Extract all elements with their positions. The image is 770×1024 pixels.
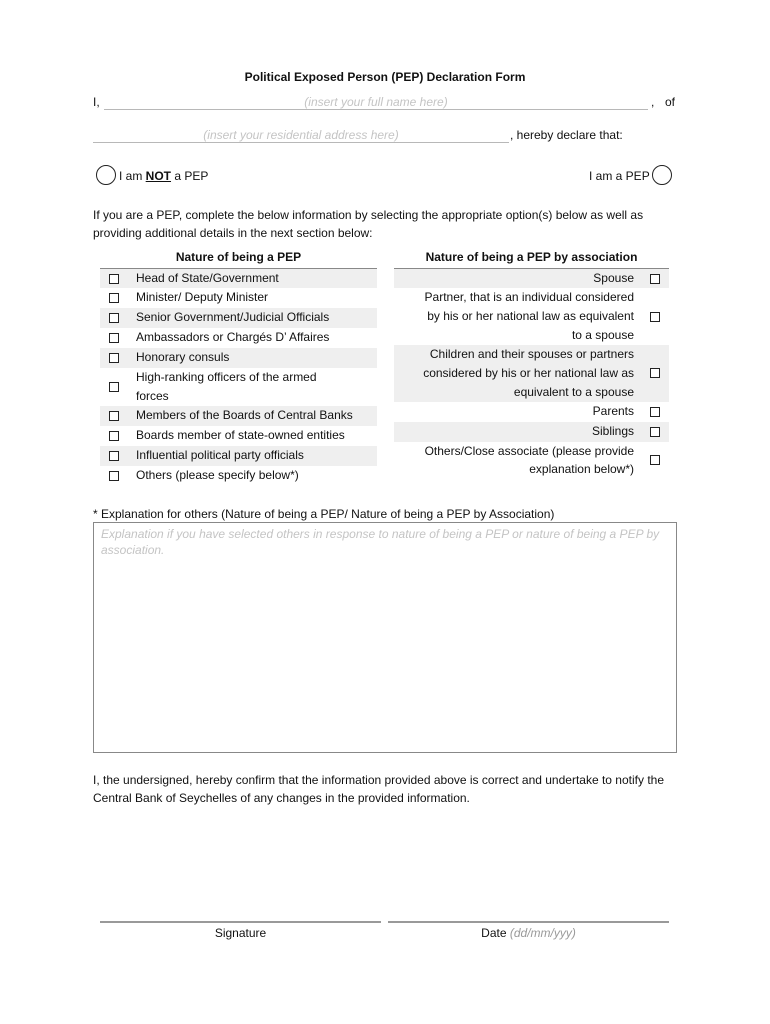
list-item: [394, 288, 669, 345]
item-label: High-ranking officers of the armed: [136, 370, 317, 384]
checkbox[interactable]: [650, 274, 660, 284]
name-prefix: I,: [93, 95, 100, 109]
name-suffix: of: [665, 95, 676, 109]
confirmation-text: I, the undersigned, hereby confirm that the information provided above is correct and undertake to notify the Central Bank of Seychelles of any changes in the provided information.: [93, 773, 665, 805]
item-label: equivalent to a spouse: [513, 385, 634, 399]
item-label: Parents: [592, 404, 634, 418]
item-label: Ambassadors or Chargés D’ Affaires: [136, 330, 330, 344]
item-label: considered by his or her national law as: [423, 366, 634, 380]
full-name-placeholder: (insert your full name here): [304, 95, 448, 109]
list-item: [394, 402, 669, 422]
is-pep-label: I am a PEP: [589, 169, 650, 183]
checkbox[interactable]: [650, 368, 660, 378]
checkbox[interactable]: [109, 471, 119, 481]
item-label: Children and their spouses or partners: [429, 347, 634, 361]
item-label: Boards member of state-owned entities: [136, 428, 345, 442]
item-label: Others (please specify below*): [136, 468, 299, 482]
list-item: [100, 446, 377, 466]
list-item: [394, 345, 669, 402]
list-item: [100, 406, 377, 426]
item-label: Siblings: [591, 424, 634, 438]
date-line[interactable]: [388, 921, 669, 923]
checkbox[interactable]: [109, 411, 119, 421]
list-item: [100, 348, 377, 368]
list-item: [394, 442, 669, 480]
signature-line[interactable]: [100, 921, 381, 923]
checkbox[interactable]: [109, 382, 119, 392]
checkbox[interactable]: [109, 431, 119, 441]
checkbox[interactable]: [109, 293, 119, 303]
checkbox[interactable]: [650, 427, 660, 437]
checkbox[interactable]: [650, 407, 660, 417]
checkbox[interactable]: [650, 312, 660, 322]
item-label: Honorary consuls: [136, 350, 230, 364]
not-pep-radio[interactable]: [96, 165, 116, 185]
name-comma: ,: [651, 95, 655, 109]
checkbox[interactable]: [109, 451, 119, 461]
checkbox[interactable]: [109, 333, 119, 343]
declare-text: , hereby declare that:: [510, 128, 623, 142]
date-label: Date (dd/mm/yyy): [481, 926, 576, 940]
item-label: explanation below*): [529, 462, 634, 476]
right-table-header: Nature of being a PEP by association: [425, 250, 638, 264]
item-label: Head of State/Government: [136, 271, 279, 285]
item-label: Partner, that is an individual considered: [424, 290, 634, 304]
list-item: [100, 328, 377, 348]
item-label: forces: [136, 389, 169, 403]
address-placeholder: (insert your residential address here): [203, 128, 399, 142]
explanation-label: * Explanation for others (Nature of being a PEP/ Nature of being a PEP by Association): [93, 507, 555, 521]
list-item: [100, 288, 377, 308]
checkbox[interactable]: [109, 274, 119, 284]
checkbox[interactable]: [109, 313, 119, 323]
explanation-placeholder: Explanation if you have selected others in response to nature of being a PEP or nature of being a PEP by association.: [101, 527, 660, 557]
item-label: Influential political party officials: [136, 448, 304, 462]
signature-label: Signature: [214, 926, 267, 940]
checkbox[interactable]: [109, 353, 119, 363]
list-item: [100, 269, 377, 288]
is-pep-radio[interactable]: [652, 165, 672, 185]
item-label: Spouse: [593, 271, 634, 285]
item-label: by his or her national law as equivalent: [427, 309, 634, 323]
list-item: [100, 426, 377, 446]
list-item: [394, 422, 669, 442]
not-pep-label: I am NOT a PEP: [119, 169, 209, 183]
list-item: [100, 368, 377, 406]
instructions: If you are a PEP, complete the below information by selecting the appropriate option(s) below as well as providing additional details in the next section below:: [93, 208, 644, 240]
checkbox[interactable]: [650, 455, 660, 465]
list-item: [100, 466, 377, 486]
list-item: [100, 308, 377, 328]
list-item: [394, 269, 669, 288]
item-label: Senior Government/Judicial Officials: [136, 310, 330, 324]
item-label: to a spouse: [571, 328, 634, 342]
item-label: Others/Close associate (please provide: [424, 444, 634, 458]
left-table-header: Nature of being a PEP: [175, 250, 302, 264]
explanation-textarea[interactable]: [93, 522, 677, 753]
page-title: Political Exposed Person (PEP) Declaration Form: [244, 70, 526, 84]
full-name-field[interactable]: [104, 95, 648, 110]
item-label: Minister/ Deputy Minister: [136, 290, 269, 304]
item-label: Members of the Boards of Central Banks: [136, 408, 353, 422]
address-field[interactable]: [93, 128, 509, 143]
